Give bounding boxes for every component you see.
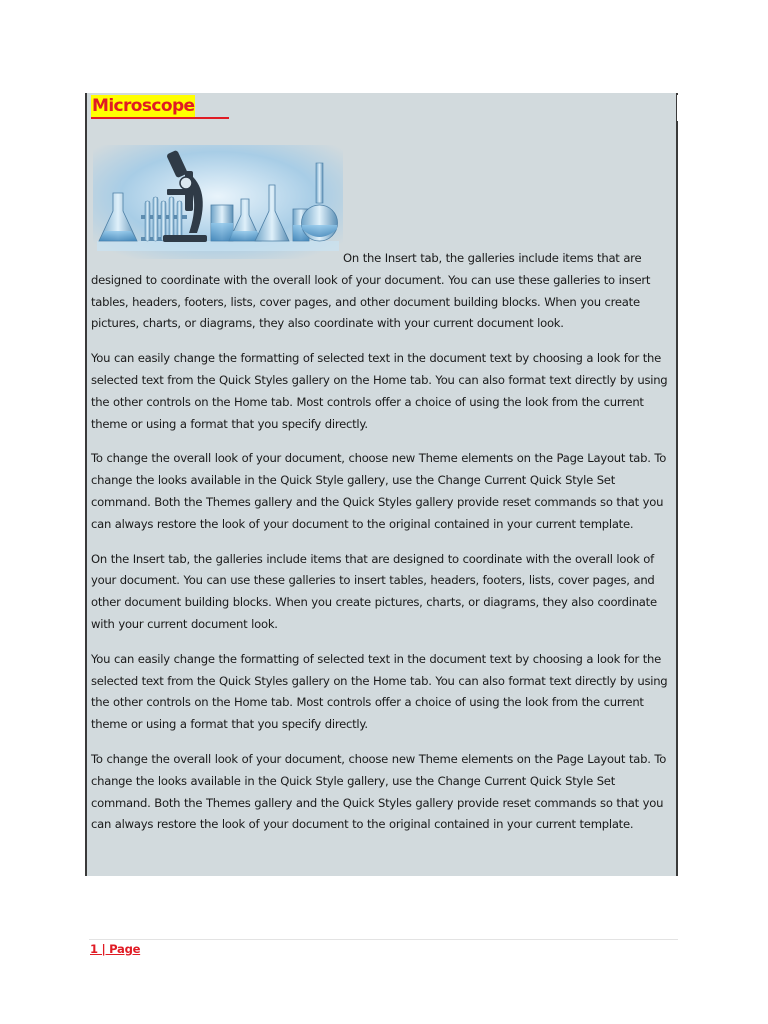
page-number: 1 | Page — [90, 942, 141, 956]
box-edge-marker — [677, 95, 680, 121]
body-text — [91, 248, 674, 849]
paragraph: On the Insert tab, the galleries include items that are designed to coordinate with the overall look of your document. You can use these galleries to insert tables, headers, footers, lists, cover pages, and other document building blocks. When you create pictures, charts, or diagrams, they also coordinate with your current document look. — [91, 251, 651, 331]
paragraph: To change the overall look of your document, choose new Theme elements on the Page Layout tab. To change the looks available in the Quick Style gallery, use the Change Current Quick Style Set command. Both the Themes gallery and the Quick Styles gallery provide reset commands so that you can always restore the look of your document to the original contained in your current template. — [91, 451, 667, 531]
title-underline — [91, 117, 229, 119]
paragraph: You can easily change the formatting of selected text in the document text by choosing a look for the selected text from the Quick Styles gallery on the Home tab. You can also format text directly by using the other controls on the Home tab. Most controls offer a choice of using the look from the current theme or using a format that you specify directly. — [91, 351, 668, 431]
paragraph: To change the overall look of your document, choose new Theme elements on the Page Layout tab. To change the looks available in the Quick Style gallery, use the Change Current Quick Style Set command. Both the Themes gallery and the Quick Styles gallery provide reset commands so that you can always restore the look of your document to the original contained in your current template. — [91, 751, 667, 832]
paragraph: On the Insert tab, the galleries include items that are designed to coordinate with the overall look of your document. You can use these galleries to insert tables, headers, footers, lists, cover pages, and other document building blocks. When you create pictures, charts, or diagrams, they also coordinate with your current document look. — [91, 551, 657, 631]
lab-glassware-image — [93, 145, 343, 259]
paragraph: You can easily change the formatting of selected text in the document text by choosing a look for the selected text from the Quick Styles gallery on the Home tab. You can also format text directly by using the other controls on the Home tab. Most controls offer a choice of using the look from the current theme or using a format that you specify directly. — [91, 651, 668, 732]
footer-divider — [89, 939, 678, 940]
content-box — [85, 93, 678, 876]
document-title: Microscope — [92, 96, 195, 116]
